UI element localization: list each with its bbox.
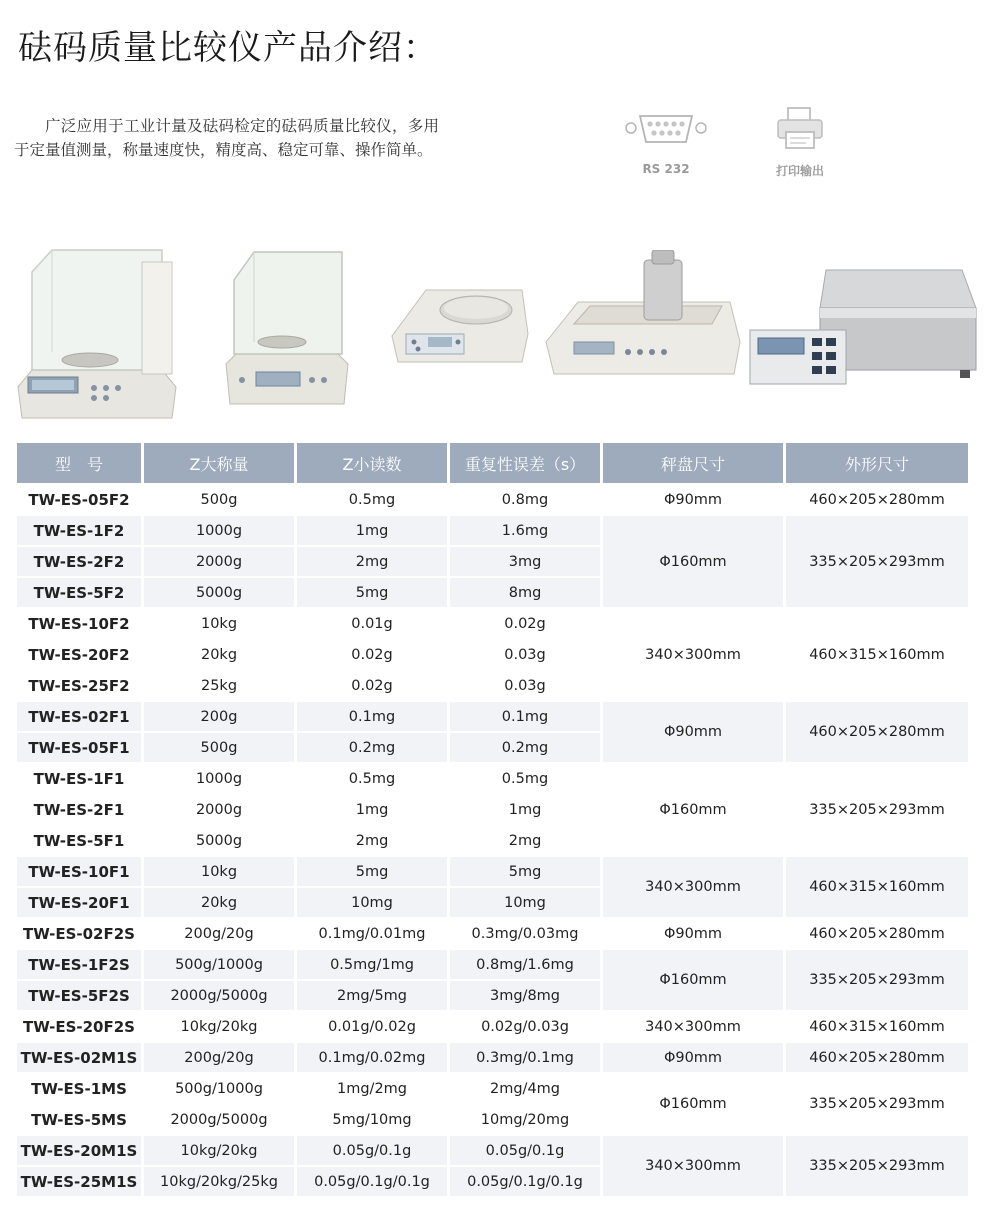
pan-size-cell: Φ160mm <box>603 1074 783 1134</box>
min-reading-cell: 2mg <box>297 547 447 576</box>
table-row <box>17 1074 968 1103</box>
min-reading-cell: 0.5mg <box>297 485 447 514</box>
header-repeatability: 重复性误差（s） <box>450 443 600 483</box>
repeatability-cell: 0.8mg <box>450 485 600 514</box>
table-row <box>17 516 968 545</box>
table-row <box>17 1012 968 1041</box>
overall-dims-cell: 335×205×293mm <box>786 1074 968 1134</box>
min-reading-cell: 5mg <box>297 857 447 886</box>
model-cell: TW-ES-25M1S <box>17 1167 141 1196</box>
table-row <box>17 1136 968 1165</box>
spec-table-body <box>17 485 968 1196</box>
min-reading-cell: 5mg <box>297 578 447 607</box>
table-row <box>17 485 968 514</box>
max-capacity-cell: 20kg <box>144 640 294 669</box>
min-reading-cell: 1mg <box>297 516 447 545</box>
max-capacity-cell: 500g <box>144 485 294 514</box>
platform-scale-with-indicator-icon <box>748 258 988 393</box>
feature-label: RS 232 <box>642 162 690 176</box>
overall-dims-cell: 335×205×293mm <box>786 1136 968 1196</box>
min-reading-cell: 0.5mg <box>297 764 447 793</box>
max-capacity-cell: 200g/20g <box>144 1043 294 1072</box>
repeatability-cell: 0.2mg <box>450 733 600 762</box>
feature-rs232 <box>622 104 710 176</box>
repeatability-cell: 0.03g <box>450 671 600 700</box>
repeatability-cell: 0.02g <box>450 609 600 638</box>
min-reading-cell: 0.01g/0.02g <box>297 1012 447 1041</box>
pan-size-cell: 340×300mm <box>603 857 783 917</box>
header-model: 型 号 <box>17 443 141 483</box>
pan-size-cell: Φ160mm <box>603 516 783 607</box>
header-min-reading: Z小读数 <box>297 443 447 483</box>
repeatability-cell: 0.05g/0.1g <box>450 1136 600 1165</box>
max-capacity-cell: 10kg/20kg <box>144 1136 294 1165</box>
model-cell: TW-ES-1F2S <box>17 950 141 979</box>
min-reading-cell: 0.2mg <box>297 733 447 762</box>
repeatability-cell: 3mg/8mg <box>450 981 600 1010</box>
model-cell: TW-ES-05F1 <box>17 733 141 762</box>
overall-dims-cell: 460×205×280mm <box>786 919 968 948</box>
min-reading-cell: 2mg <box>297 826 447 855</box>
table-row <box>17 609 968 638</box>
max-capacity-cell: 500g/1000g <box>144 950 294 979</box>
model-cell: TW-ES-1MS <box>17 1074 141 1103</box>
model-cell: TW-ES-02F1 <box>17 702 141 731</box>
repeatability-cell: 8mg <box>450 578 600 607</box>
pan-size-cell: Φ160mm <box>603 950 783 1010</box>
intro-paragraph: 广泛应用于工业计量及砝码检定的砝码质量比较仪，多用于定量值测量，称量速度快，精度高、稳定可靠、操作简单。 <box>14 117 439 159</box>
pan-size-cell: Φ160mm <box>603 764 783 855</box>
model-cell: TW-ES-10F1 <box>17 857 141 886</box>
min-reading-cell: 0.01g <box>297 609 447 638</box>
max-capacity-cell: 5000g <box>144 578 294 607</box>
max-capacity-cell: 2000g/5000g <box>144 1105 294 1134</box>
overall-dims-cell: 460×315×160mm <box>786 1012 968 1041</box>
min-reading-cell: 0.1mg <box>297 702 447 731</box>
pan-size-cell: 340×300mm <box>603 609 783 700</box>
repeatability-cell: 2mg/4mg <box>450 1074 600 1103</box>
overall-dims-cell: 335×205×293mm <box>786 950 968 1010</box>
model-cell: TW-ES-20M1S <box>17 1136 141 1165</box>
table-row <box>17 857 968 886</box>
pan-size-cell: Φ90mm <box>603 919 783 948</box>
max-capacity-cell: 10kg/20kg/25kg <box>144 1167 294 1196</box>
feature-print-output <box>764 104 836 179</box>
max-capacity-cell: 10kg/20kg <box>144 1012 294 1041</box>
model-cell: TW-ES-02F2S <box>17 919 141 948</box>
feature-label: 打印输出 <box>775 164 824 178</box>
min-reading-cell: 5mg/10mg <box>297 1105 447 1134</box>
model-cell: TW-ES-20F2S <box>17 1012 141 1041</box>
min-reading-cell: 2mg/5mg <box>297 981 447 1010</box>
repeatability-cell: 10mg <box>450 888 600 917</box>
min-reading-cell: 0.1mg/0.01mg <box>297 919 447 948</box>
repeatability-cell: 0.3mg/0.03mg <box>450 919 600 948</box>
model-cell: TW-ES-02M1S <box>17 1043 141 1072</box>
pan-size-cell: Φ90mm <box>603 1043 783 1072</box>
min-reading-cell: 1mg/2mg <box>297 1074 447 1103</box>
pan-size-cell: Φ90mm <box>603 485 783 514</box>
max-capacity-cell: 500g <box>144 733 294 762</box>
overall-dims-cell: 460×205×280mm <box>786 702 968 762</box>
max-capacity-cell: 25kg <box>144 671 294 700</box>
table-row <box>17 702 968 731</box>
repeatability-cell: 2mg <box>450 826 600 855</box>
repeatability-cell: 10mg/20mg <box>450 1105 600 1134</box>
model-cell: TW-ES-5F1 <box>17 826 141 855</box>
model-cell: TW-ES-05F2 <box>17 485 141 514</box>
repeatability-cell: 3mg <box>450 547 600 576</box>
header-max-capacity: Z大称量 <box>144 443 294 483</box>
table-row <box>17 919 968 948</box>
repeatability-cell: 0.1mg <box>450 702 600 731</box>
model-cell: TW-ES-10F2 <box>17 609 141 638</box>
repeatability-cell: 0.03g <box>450 640 600 669</box>
overall-dims-cell: 460×205×280mm <box>786 1043 968 1072</box>
max-capacity-cell: 2000g/5000g <box>144 981 294 1010</box>
repeatability-cell: 5mg <box>450 857 600 886</box>
repeatability-cell: 0.05g/0.1g/0.1g <box>450 1167 600 1196</box>
repeatability-cell: 0.3mg/0.1mg <box>450 1043 600 1072</box>
spec-table-header <box>17 443 968 483</box>
model-cell: TW-ES-2F1 <box>17 795 141 824</box>
serial-port-icon <box>622 104 710 154</box>
pan-size-cell: 340×300mm <box>603 1012 783 1041</box>
max-capacity-cell: 10kg <box>144 609 294 638</box>
model-cell: TW-ES-20F1 <box>17 888 141 917</box>
overall-dims-cell: 335×205×293mm <box>786 764 968 855</box>
table-row <box>17 764 968 793</box>
max-capacity-cell: 200g <box>144 702 294 731</box>
pan-size-cell: 340×300mm <box>603 1136 783 1196</box>
model-cell: TW-ES-1F1 <box>17 764 141 793</box>
table-row <box>17 950 968 979</box>
repeatability-cell: 0.8mg/1.6mg <box>450 950 600 979</box>
model-cell: TW-ES-5MS <box>17 1105 141 1134</box>
max-capacity-cell: 20kg <box>144 888 294 917</box>
min-reading-cell: 1mg <box>297 795 447 824</box>
repeatability-cell: 1.6mg <box>450 516 600 545</box>
min-reading-cell: 0.5mg/1mg <box>297 950 447 979</box>
printer-icon <box>772 104 828 154</box>
overall-dims-cell: 460×315×160mm <box>786 857 968 917</box>
overall-dims-cell: 460×205×280mm <box>786 485 968 514</box>
max-capacity-cell: 2000g <box>144 547 294 576</box>
repeatability-cell: 0.02g/0.03g <box>450 1012 600 1041</box>
min-reading-cell: 0.1mg/0.02mg <box>297 1043 447 1072</box>
model-cell: TW-ES-25F2 <box>17 671 141 700</box>
page-title: 砝码质量比较仪产品介绍： <box>18 28 438 68</box>
repeatability-cell: 1mg <box>450 795 600 824</box>
max-capacity-cell: 10kg <box>144 857 294 886</box>
model-cell: TW-ES-1F2 <box>17 516 141 545</box>
pan-size-cell: Φ90mm <box>603 702 783 762</box>
min-reading-cell: 10mg <box>297 888 447 917</box>
min-reading-cell: 0.05g/0.1g <box>297 1136 447 1165</box>
max-capacity-cell: 1000g <box>144 764 294 793</box>
header-pan-size: 秤盘尺寸 <box>603 443 783 483</box>
min-reading-cell: 0.02g <box>297 640 447 669</box>
max-capacity-cell: 200g/20g <box>144 919 294 948</box>
overall-dims-cell: 460×315×160mm <box>786 609 968 700</box>
max-capacity-cell: 500g/1000g <box>144 1074 294 1103</box>
analytical-balance-large-icon <box>12 242 182 422</box>
model-cell: TW-ES-5F2 <box>17 578 141 607</box>
min-reading-cell: 0.02g <box>297 671 447 700</box>
precision-balance-icon <box>388 276 533 376</box>
header-overall-dims: 外形尺寸 <box>786 443 968 483</box>
overall-dims-cell: 335×205×293mm <box>786 516 968 607</box>
min-reading-cell: 0.05g/0.1g/0.1g <box>297 1167 447 1196</box>
table-row <box>17 1043 968 1072</box>
spec-table <box>14 441 971 1198</box>
product-images <box>12 236 988 426</box>
model-cell: TW-ES-2F2 <box>17 547 141 576</box>
max-capacity-cell: 1000g <box>144 516 294 545</box>
max-capacity-cell: 5000g <box>144 826 294 855</box>
repeatability-cell: 0.5mg <box>450 764 600 793</box>
model-cell: TW-ES-20F2 <box>17 640 141 669</box>
balance-with-weight-icon <box>544 250 744 385</box>
max-capacity-cell: 2000g <box>144 795 294 824</box>
analytical-balance-small-icon <box>220 246 355 411</box>
model-cell: TW-ES-5F2S <box>17 981 141 1010</box>
